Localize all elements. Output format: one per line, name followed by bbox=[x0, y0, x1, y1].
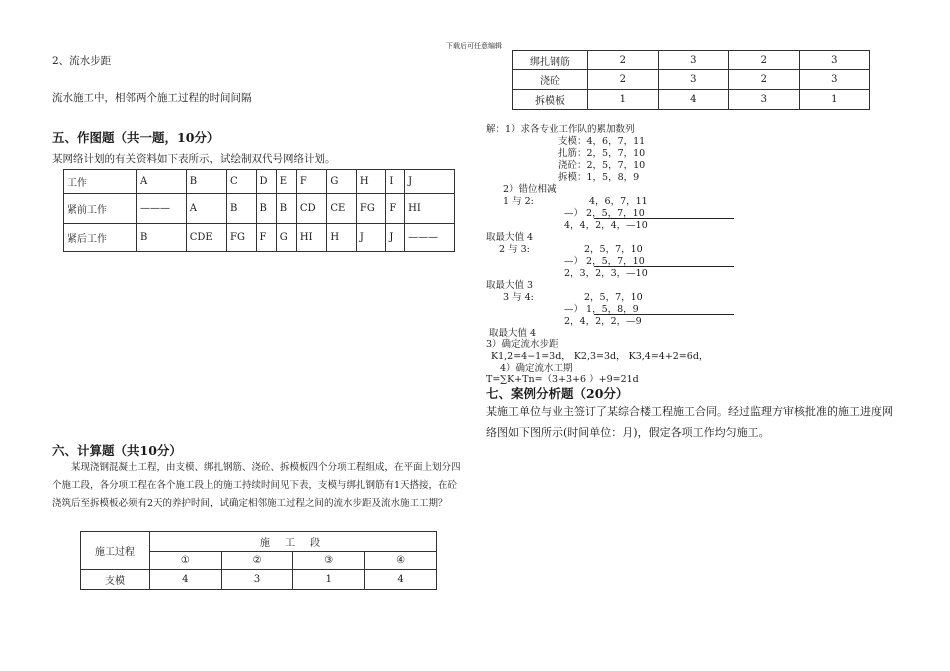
solution-line: 取最大值 3 bbox=[486, 280, 534, 291]
solution-line: 2，3，2，3，—10 bbox=[564, 268, 648, 279]
section-6-title: 六、计算题（共10分） bbox=[52, 443, 182, 458]
table-cell: D bbox=[256, 170, 276, 194]
calc-table-header-row bbox=[81, 532, 437, 552]
table-cell: FG bbox=[356, 194, 386, 224]
solution-line: 拆模：1，5，8，9 bbox=[558, 172, 640, 183]
table-cell: J bbox=[386, 224, 405, 252]
calc-table-continued bbox=[512, 50, 870, 110]
solution-line: 解：1）求各专业工作队的累加数列 bbox=[486, 124, 635, 135]
table-cell: A bbox=[186, 194, 226, 224]
table-cell: H bbox=[327, 224, 357, 252]
network-table-row bbox=[64, 224, 455, 252]
table-cell: 1 bbox=[588, 90, 659, 110]
calc-table-row bbox=[81, 570, 437, 590]
table-cell: 4 bbox=[658, 90, 729, 110]
table-cell: 3 bbox=[729, 90, 800, 110]
solution-line: 2，5，7，10 bbox=[584, 244, 643, 255]
table-cell: G bbox=[276, 224, 296, 252]
solution-line: —） 1，5，8，9 bbox=[564, 304, 639, 315]
solution-line: 3 与 4: bbox=[503, 292, 534, 303]
section-7-title: 七、案例分析题（20分） bbox=[486, 386, 629, 401]
table-cell: B bbox=[227, 194, 257, 224]
table-cell: F bbox=[296, 170, 326, 194]
table-cell: 支模 bbox=[81, 570, 150, 590]
table-cell: 2 bbox=[729, 70, 800, 90]
solution-line: 取最大值 4 bbox=[486, 232, 534, 243]
table-cell: 3 bbox=[221, 570, 293, 590]
table-cell: HI bbox=[405, 194, 455, 224]
calc-table bbox=[80, 531, 437, 590]
table-cell: E bbox=[276, 170, 296, 194]
section-7-paragraph: 某施工单位与业主签订了某综合楼工程施工合同。经过监理方审核批准的施工进度网络图如下图所示(时间单位：月)，假定各项工作均匀施工。 bbox=[486, 405, 893, 439]
table-cell: ——— bbox=[137, 194, 187, 224]
calc-group-header: 施 工 段 bbox=[150, 532, 437, 552]
table-cell: 拆模板 bbox=[513, 90, 588, 110]
header-note: 下载后可任意编辑 bbox=[446, 42, 502, 50]
table-cell: A bbox=[137, 170, 187, 194]
solution-line: —） 2，5，7，10 bbox=[564, 256, 645, 267]
solution-line: 支模：4，6，7，11 bbox=[558, 136, 646, 147]
solution-line: —） 2，5，7，10 bbox=[564, 208, 645, 219]
table-cell: ——— bbox=[405, 224, 455, 252]
segment-header: ② bbox=[221, 552, 293, 570]
item-2-definition: 流水施工中，相邻两个施工过程的时间间隔 bbox=[52, 92, 252, 104]
solution-line: 2）错位相减 bbox=[503, 184, 557, 195]
section-6-paragraph: 某现浇钢混凝土工程，由支模、绑扎钢筋、浇砼、拆模板四个分项工程组成，在平面上划分四个施工段，各分项工程在各个施工段上的施工持续时间见下表，支模与绑扎钢筋有1天搭接，在砼浇筑后至拆模板必须有2天的养护时间，试确定相邻施工过程之间的流水步距及流水施工工期？ bbox=[52, 462, 461, 509]
calc-table-row bbox=[513, 51, 870, 70]
table-cell: 工作 bbox=[64, 170, 137, 194]
table-cell: 1 bbox=[799, 90, 870, 110]
table-cell: 2 bbox=[729, 51, 800, 70]
solution-line: 2 与 3: bbox=[499, 244, 530, 255]
table-cell: CD bbox=[296, 194, 326, 224]
solution-line: 3）确定流水步距 bbox=[486, 339, 559, 350]
solution-line: 扎筋：2，5，7，10 bbox=[558, 148, 646, 159]
segment-header: ① bbox=[150, 552, 222, 570]
solution-line: 2，4，2，2，—9 bbox=[564, 316, 642, 327]
network-table-row bbox=[64, 194, 455, 224]
table-cell: 3 bbox=[658, 51, 729, 70]
table-cell: G bbox=[327, 170, 357, 194]
solution-line: 4，6，7，11 bbox=[589, 196, 648, 207]
table-cell: CE bbox=[327, 194, 357, 224]
solution-line: 2，5，7，10 bbox=[584, 292, 643, 303]
table-cell: H bbox=[356, 170, 386, 194]
solution-line: 浇砼：2，5，7，10 bbox=[558, 160, 646, 171]
table-cell: 紧前工作 bbox=[64, 194, 137, 224]
solution-line: 1 与 2: bbox=[503, 196, 534, 207]
table-cell: 1 bbox=[293, 570, 365, 590]
network-table-row bbox=[64, 170, 455, 194]
solution-line: 4，4，2，4，—10 bbox=[564, 220, 648, 231]
calc-table-row bbox=[513, 70, 870, 90]
table-cell: CDE bbox=[186, 224, 226, 252]
table-cell: B bbox=[186, 170, 226, 194]
table-cell: 紧后工作 bbox=[64, 224, 137, 252]
solution-line: K1,2=4−1=3d， K2,3=3d， K3,4=4+2=6d， bbox=[491, 351, 709, 362]
table-cell: C bbox=[227, 170, 257, 194]
table-cell: I bbox=[386, 170, 405, 194]
table-cell: FG bbox=[227, 224, 257, 252]
segment-header: ③ bbox=[293, 552, 365, 570]
table-cell: 3 bbox=[658, 70, 729, 90]
table-cell: 4 bbox=[150, 570, 222, 590]
table-cell: HI bbox=[296, 224, 326, 252]
table-cell: 浇砼 bbox=[513, 70, 588, 90]
network-table bbox=[63, 169, 455, 252]
calc-col-header: 施工过程 bbox=[81, 532, 150, 570]
solution-line: 取最大值 4 bbox=[489, 328, 537, 339]
calc-table-row bbox=[513, 90, 870, 110]
table-cell: 绑扎钢筋 bbox=[513, 51, 588, 70]
table-cell: 3 bbox=[799, 51, 870, 70]
item-2-title: 2、流水步距 bbox=[52, 55, 112, 67]
table-cell: B bbox=[276, 194, 296, 224]
solution-line: 4）确定流水工期 bbox=[500, 363, 573, 374]
table-cell: J bbox=[405, 170, 455, 194]
table-cell: 4 bbox=[365, 570, 437, 590]
table-cell: 2 bbox=[588, 70, 659, 90]
section-5-title: 五、作图题（共一题，10分） bbox=[52, 130, 220, 145]
solution-line: T=∑K+Tn=（3+3+6 ）+9=21d bbox=[486, 374, 639, 385]
table-cell: B bbox=[137, 224, 187, 252]
table-cell: F bbox=[386, 194, 405, 224]
table-cell: F bbox=[256, 224, 276, 252]
table-cell: J bbox=[356, 224, 386, 252]
segment-header: ④ bbox=[365, 552, 437, 570]
section-5-desc: 某网络计划的有关资料如下表所示，试绘制双代号网络计划。 bbox=[52, 153, 336, 165]
table-cell: 3 bbox=[799, 70, 870, 90]
table-cell: B bbox=[256, 194, 276, 224]
table-cell: 2 bbox=[588, 51, 659, 70]
